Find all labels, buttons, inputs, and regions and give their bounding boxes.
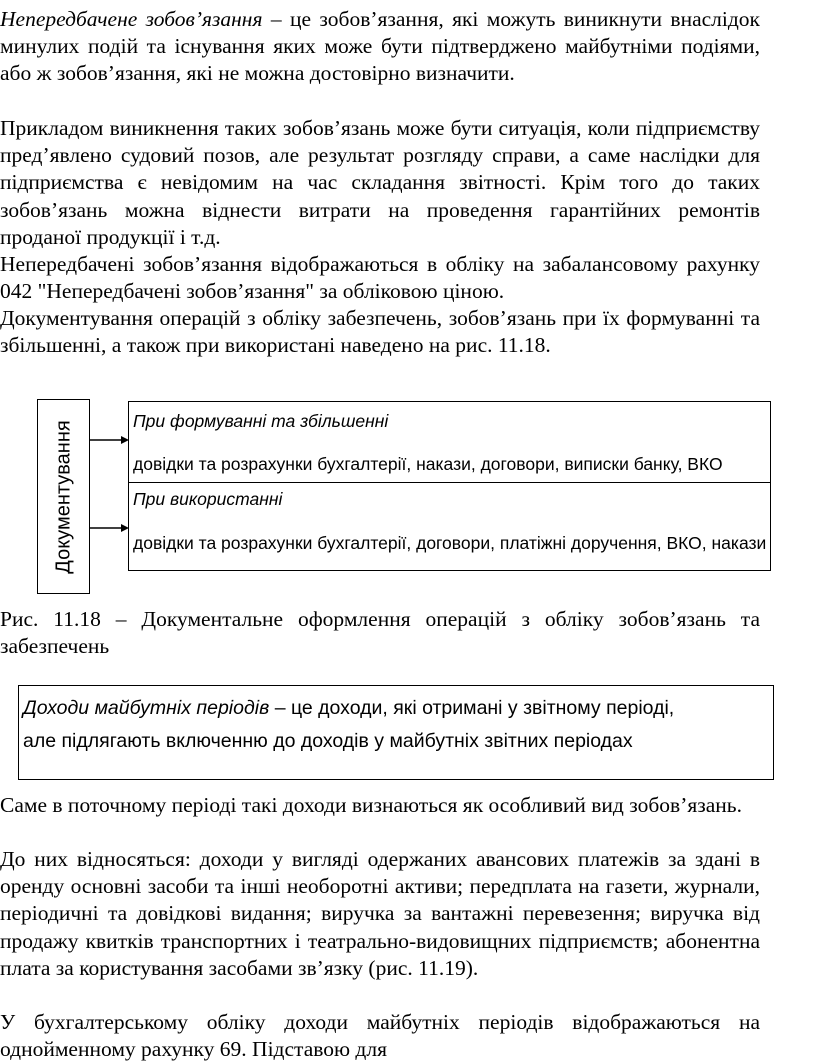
- documentation-label: Документування: [52, 419, 74, 574]
- box2-title: При використанні: [133, 489, 283, 509]
- paragraph-example: Прикладом виникнення таких зобов’язань може бути ситуація, коли підприємству пред’явлено судовий позов, але результат розгляду справи, а саме наслідки для підприємства є невідомим на час складання звітності. Крім того до таких зобов’язань можна віднести витрати на проведення гарантійних ремонтів проданої продукції і т.д.: [0, 116, 760, 249]
- definition-line1-rest: – це доходи, які отримані у звітному періоді,: [269, 697, 675, 719]
- paragraph-offbalance-account: Непередбачені зобов’язання відображаються в обліку на забалансовому рахунку 042 "Непередбачені зобов’язання" за обліковою ціною.: [0, 252, 760, 304]
- definition-box: [18, 685, 774, 780]
- box1-title: При формуванні та збільшенні: [133, 411, 389, 431]
- definition-line2: але підлягають включенню до доходів у майбутніх звітних періодах: [23, 730, 633, 752]
- documentation-side-box: [37, 399, 90, 594]
- figure-caption: Рис. 11.18 – Документальне оформлення операцій з обліку зобов’язань та забезпечень: [0, 607, 760, 659]
- definition-text: – це зобов’язання, які можуть виникнути внаслідок минулих подій та існування яких може бути підтверджено майбутніми подіями, або ж зобов’язання, які не можна достовірно визначити.: [0, 7, 760, 86]
- box-formation-increase: [128, 401, 771, 484]
- definition-line1: [23, 697, 674, 720]
- box2-text: довідки та розрахунки бухгалтерії, договори, платіжні доручення, ВКО, накази: [133, 533, 767, 553]
- term-contingent-liability: Непередбачене зобов’язання: [0, 7, 263, 31]
- paragraph-account-69: У бухгалтерському обліку доходи майбутніх періодів відображаються на однойменному рахунку 69. Підставою для: [0, 1010, 760, 1062]
- paragraph-contingent-liability-definition: [0, 6, 760, 88]
- paragraph-documentation-intro: Документування операцій з обліку забезпечень, зобов’язань при їх формуванні та збільшенні, а також при використані наведено на рис. 11.18.: [0, 306, 760, 358]
- term-deferred-income: Доходи майбутніх періодів: [23, 697, 270, 719]
- paragraph-current-period: Саме в поточному періоді такі доходи визнаються як особливий вид зобов’язань.: [0, 793, 742, 817]
- box-usage: [128, 482, 771, 571]
- box1-text: довідки та розрахунки бухгалтерії, накази, договори, виписки банку, ВКО: [133, 454, 723, 474]
- paragraph-examples-list: До них відносяться: доходи у вигляді одержаних авансових платежів за здані в оренду основні засоби та інші необоротні активи; передплата на газети, журнали, періодичні та довідкові видання; виручка за вантажні перевезення; виручка від продажу квитків транспортних і театрально-видовищних підприємств; абонентна плата за користування засобами зв’язку (рис. 11.19).: [0, 847, 760, 980]
